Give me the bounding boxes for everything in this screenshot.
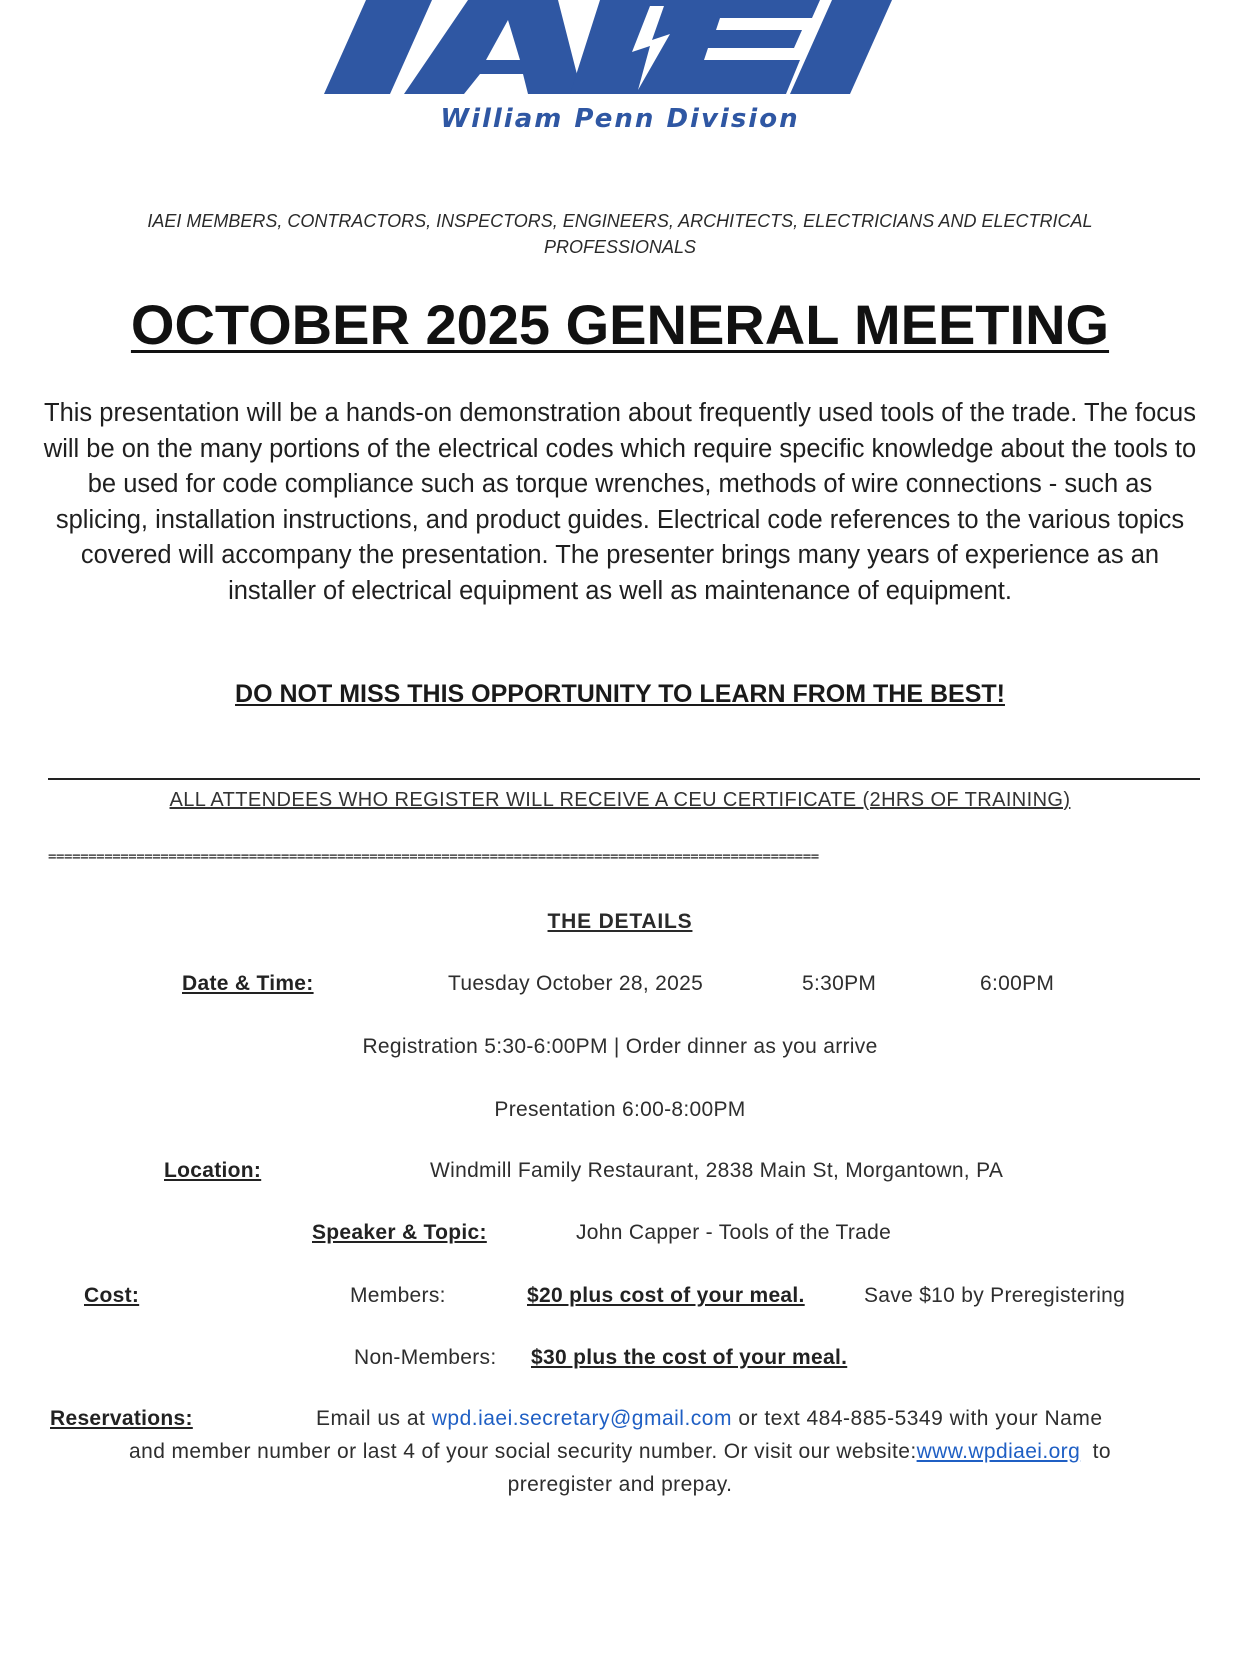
members-note: Save $10 by Preregistering bbox=[864, 1284, 1126, 1307]
reservations-line-2-suffix: to bbox=[1092, 1440, 1111, 1463]
cost-label: Cost: bbox=[84, 1284, 140, 1307]
reservations-line-3: preregister and prepay. bbox=[507, 1473, 733, 1496]
audience-line: IAEI MEMBERS, CONTRACTORS, INSPECTORS, ENGINEERS, ARCHITECTS, ELECTRICIANS AND ELECTRICAL PROFESSIONALS bbox=[147, 211, 1093, 257]
call-to-action: DO NOT MISS THIS OPPORTUNITY TO LEARN FROM THE BEST! bbox=[235, 680, 1005, 708]
website-link[interactable]: www.wpdiaei.org bbox=[916, 1440, 1081, 1463]
divider-line bbox=[48, 778, 1200, 780]
description-paragraph: This presentation will be a hands-on demonstration about frequently used tools of the trade. The focus will be on the many portions of the electrical codes which require specific knowledge about the tools to be used for code compliance such as torque wrenches, methods of wire connections - such as splicing, installation instructions, and product guides. Electrical code references to the various topics covered will accompany the presentation. The presenter brings many years of experience as an installer of electrical equipment as well as maintenance of equipment. bbox=[43, 399, 1197, 605]
logo-letter-e bbox=[570, 0, 820, 94]
location-value: Windmill Family Restaurant, 2838 Main St, Morgantown, PA bbox=[430, 1159, 1004, 1182]
details-heading: THE DETAILS bbox=[547, 910, 693, 933]
nonmembers-label: Non-Members: bbox=[354, 1346, 497, 1369]
logo-letter-a bbox=[404, 0, 582, 94]
members-label: Members: bbox=[350, 1284, 446, 1307]
speaker-value: John Capper - Tools of the Trade bbox=[576, 1221, 892, 1244]
equals-separator: ================================================================================================ bbox=[48, 849, 819, 865]
presentation-line: Presentation 6:00-8:00PM bbox=[494, 1098, 746, 1121]
page-title bbox=[40, 292, 1200, 358]
iaei-logo-mark bbox=[320, 0, 920, 100]
event-date: Tuesday October 28, 2025 bbox=[448, 972, 704, 995]
reservations-label: Reservations: bbox=[50, 1407, 193, 1430]
speaker-label: Speaker & Topic: bbox=[312, 1221, 487, 1244]
reservations-text-contact: or text 484-885-5349 with your Name bbox=[738, 1407, 1103, 1430]
iaei-logo bbox=[320, 0, 920, 140]
reservations-line-2-text: and member number or last 4 of your social security number. Or visit our website: bbox=[129, 1440, 917, 1463]
members-price: $20 plus cost of your meal. bbox=[527, 1284, 805, 1307]
page-title-text: OCTOBER 2025 GENERAL MEETING bbox=[130, 293, 1110, 356]
reservations-line-1 bbox=[316, 1405, 1103, 1433]
location-label: Location: bbox=[164, 1159, 262, 1182]
event-start-time: 5:30PM bbox=[802, 972, 877, 995]
ceu-notice: ALL ATTENDEES WHO REGISTER WILL RECEIVE A CEU CERTIFICATE (2HRS OF TRAINING) bbox=[169, 789, 1071, 811]
email-link[interactable]: wpd.iaei.secretary@gmail.com bbox=[431, 1407, 732, 1430]
logo-subtitle: William Penn Division bbox=[440, 104, 800, 134]
nonmembers-price: $30 plus the cost of your meal. bbox=[531, 1346, 848, 1369]
date-time-label: Date & Time: bbox=[182, 972, 314, 995]
event-end-time: 6:00PM bbox=[980, 972, 1055, 995]
registration-line: Registration 5:30-6:00PM | Order dinner as you arrive bbox=[362, 1035, 878, 1058]
reservations-line-2 bbox=[40, 1438, 1200, 1466]
reservations-prefix: Email us at bbox=[316, 1407, 426, 1430]
